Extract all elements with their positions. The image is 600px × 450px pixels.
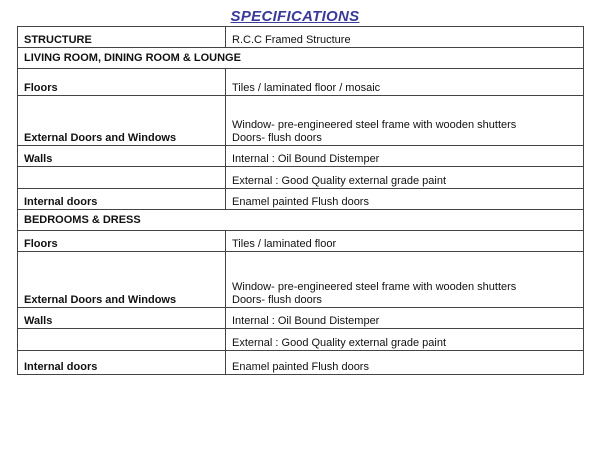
structure-value: R.C.C Framed Structure	[226, 27, 584, 48]
walls-external-value: External : Good Quality external grade paint	[226, 329, 584, 351]
doors-label: External Doors and Windows	[18, 252, 226, 308]
walls-label: Walls	[18, 146, 226, 167]
walls-label: Walls	[18, 308, 226, 329]
table-row	[18, 351, 584, 375]
empty-cell	[18, 329, 226, 351]
walls-external-value: External : Good Quality external grade paint	[226, 167, 584, 189]
doors-value-line1: Window- pre-engineered steel frame with wooden shutters	[232, 119, 517, 131]
internal-doors-label: Internal doors	[18, 189, 226, 210]
doors-value	[226, 96, 584, 146]
table-row	[18, 189, 584, 210]
internal-doors-value: Enamel painted Flush doors	[226, 351, 584, 375]
doors-value	[226, 252, 584, 308]
empty-cell	[18, 167, 226, 189]
internal-doors-value: Enamel painted Flush doors	[226, 189, 584, 210]
table-row	[18, 329, 584, 351]
floors-label: Floors	[18, 231, 226, 252]
doors-label: External Doors and Windows	[18, 96, 226, 146]
floors-value: Tiles / laminated floor / mosaic	[226, 69, 584, 96]
table-row	[18, 69, 584, 96]
floors-label: Floors	[18, 69, 226, 96]
table-row	[18, 167, 584, 189]
table-row	[18, 252, 584, 308]
table-row	[18, 27, 584, 48]
table-row	[18, 231, 584, 252]
table-row	[18, 96, 584, 146]
walls-internal-value: Internal : Oil Bound Distemper	[226, 146, 584, 167]
section-heading-row	[18, 210, 584, 231]
walls-internal-value: Internal : Oil Bound Distemper	[226, 308, 584, 329]
section-heading-row	[18, 48, 584, 69]
internal-doors-label: Internal doors	[18, 351, 226, 375]
page-title: SPECIFICATIONS	[230, 8, 360, 25]
specifications-table	[17, 26, 584, 375]
table-row	[18, 308, 584, 329]
floors-value: Tiles / laminated floor	[226, 231, 584, 252]
section-heading-living: LIVING ROOM, DINING ROOM & LOUNGE	[18, 48, 584, 69]
table-row	[18, 146, 584, 167]
section-heading-bedrooms: BEDROOMS & DRESS	[18, 210, 584, 231]
structure-label: STRUCTURE	[18, 27, 226, 48]
doors-value-line1: Window- pre-engineered steel frame with wooden shutters	[232, 281, 517, 293]
doors-value-line2: Doors- flush doors	[232, 294, 322, 306]
doors-value-line2: Doors- flush doors	[232, 132, 322, 144]
